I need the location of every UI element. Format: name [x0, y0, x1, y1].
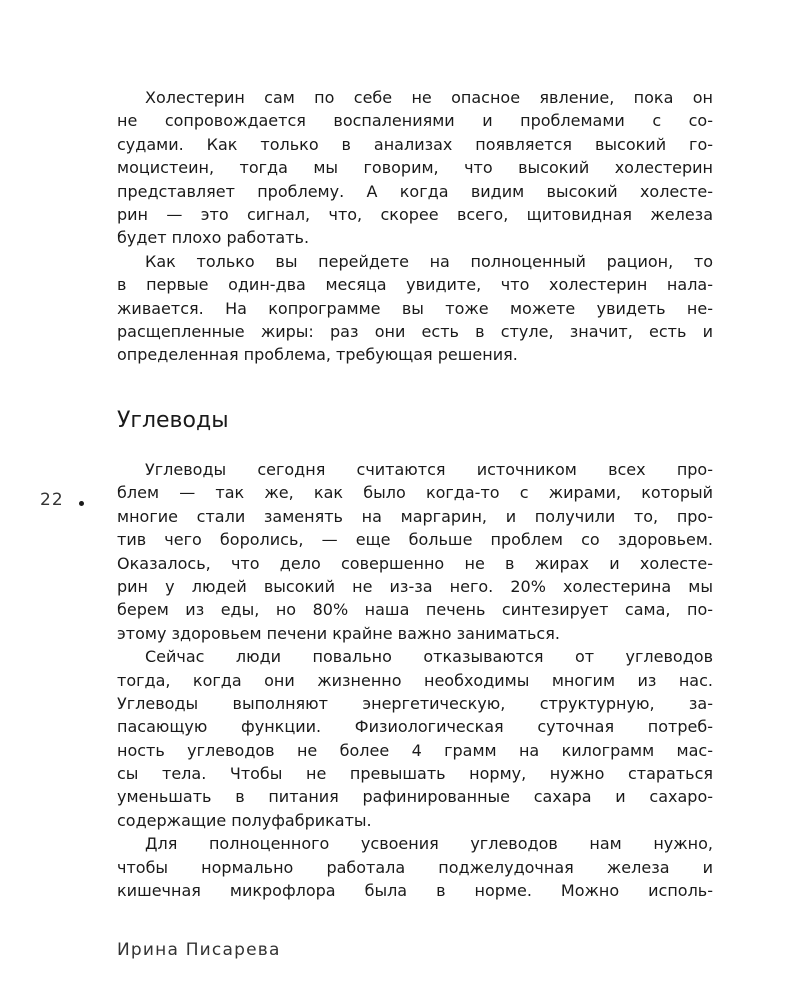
page-marker-dot [79, 501, 84, 506]
section-heading: Углеводы [117, 408, 229, 433]
text-line: сы тела. Чтобы не превышать норму, нужно стараться [117, 764, 713, 784]
text-line: рин у людей высокий не из-за него. 20% холестерина мы [117, 576, 713, 596]
text-line: ность углеводов не более 4 грамм на килограмм мас- [117, 740, 713, 760]
text-line: Холестерин сам по себе не опасное явление, пока он [145, 88, 713, 107]
text-line: Для полноценного усвоения углеводов нам нужно, [145, 834, 713, 854]
text-line: тив чего боролись, — еще больше проблем со здоровьем. [117, 530, 713, 550]
paragraph [117, 832, 713, 902]
text-line: определенная проблема, требующая решения. [117, 345, 518, 365]
text-line: берем из еды, но 80% наша печень синтезирует сама, по- [117, 600, 713, 620]
text-line: Углеводы сегодня считаются источником всех про- [145, 460, 713, 479]
section-1 [117, 86, 713, 367]
text-line: моцистеин, тогда мы говорим, что высокий холестерин [117, 158, 713, 178]
text-line: Сейчас люди повально отказываются от углеводов [145, 647, 713, 667]
text-line: содержащие полуфабрикаты. [117, 810, 372, 830]
text-line: представляет проблему. А когда видим высокий холесте- [117, 181, 713, 201]
paragraph [117, 458, 713, 645]
paragraph [117, 250, 713, 367]
text-line: Углеводы выполняют энергетическую, структурную, за- [117, 693, 713, 713]
text-line: не сопровождается воспалениями и проблемами с со- [117, 111, 713, 131]
text-line: Оказалось, что дело совершенно не в жирах и холесте- [117, 553, 713, 573]
section-2 [117, 458, 713, 902]
text-line: судами. Как только в анализах появляется высокий го- [117, 134, 713, 154]
paragraph [117, 645, 713, 832]
text-line: пасающую функции. Физиологическая суточная потреб- [117, 717, 713, 737]
text-line: расщепленные жиры: раз они есть в стуле, значит, есть и [117, 321, 713, 341]
footer-author: Ирина Писарева [117, 940, 281, 960]
text-line: в первые один-два месяца увидите, что холестерин нала- [117, 275, 713, 295]
text-line: кишечная микрофлора была в норме. Можно исполь- [117, 881, 713, 901]
text-line: рин — это сигнал, что, скорее всего, щитовидная железа [117, 204, 713, 224]
text-line: уменьшать в питания рафинированные сахара и сахаро- [117, 787, 713, 807]
paragraph [117, 86, 713, 250]
text-line: многие стали заменять на маргарин, и получили то, про- [117, 506, 713, 526]
text-line: Как только вы перейдете на полноценный рацион, то [145, 251, 713, 271]
text-line: живается. На копрограмме вы тоже можете увидеть не- [117, 298, 713, 318]
text-line: блем — так же, как было когда-то с жирами, который [117, 483, 713, 503]
page-number: 22 [40, 490, 64, 510]
text-line: будет плохо работать. [117, 228, 310, 248]
text-line: этому здоровьем печени крайне важно заниматься. [117, 623, 560, 643]
text-line: тогда, когда они жизненно необходимы многим из нас. [117, 670, 713, 690]
text-line: чтобы нормально работала поджелудочная железа и [117, 857, 713, 877]
